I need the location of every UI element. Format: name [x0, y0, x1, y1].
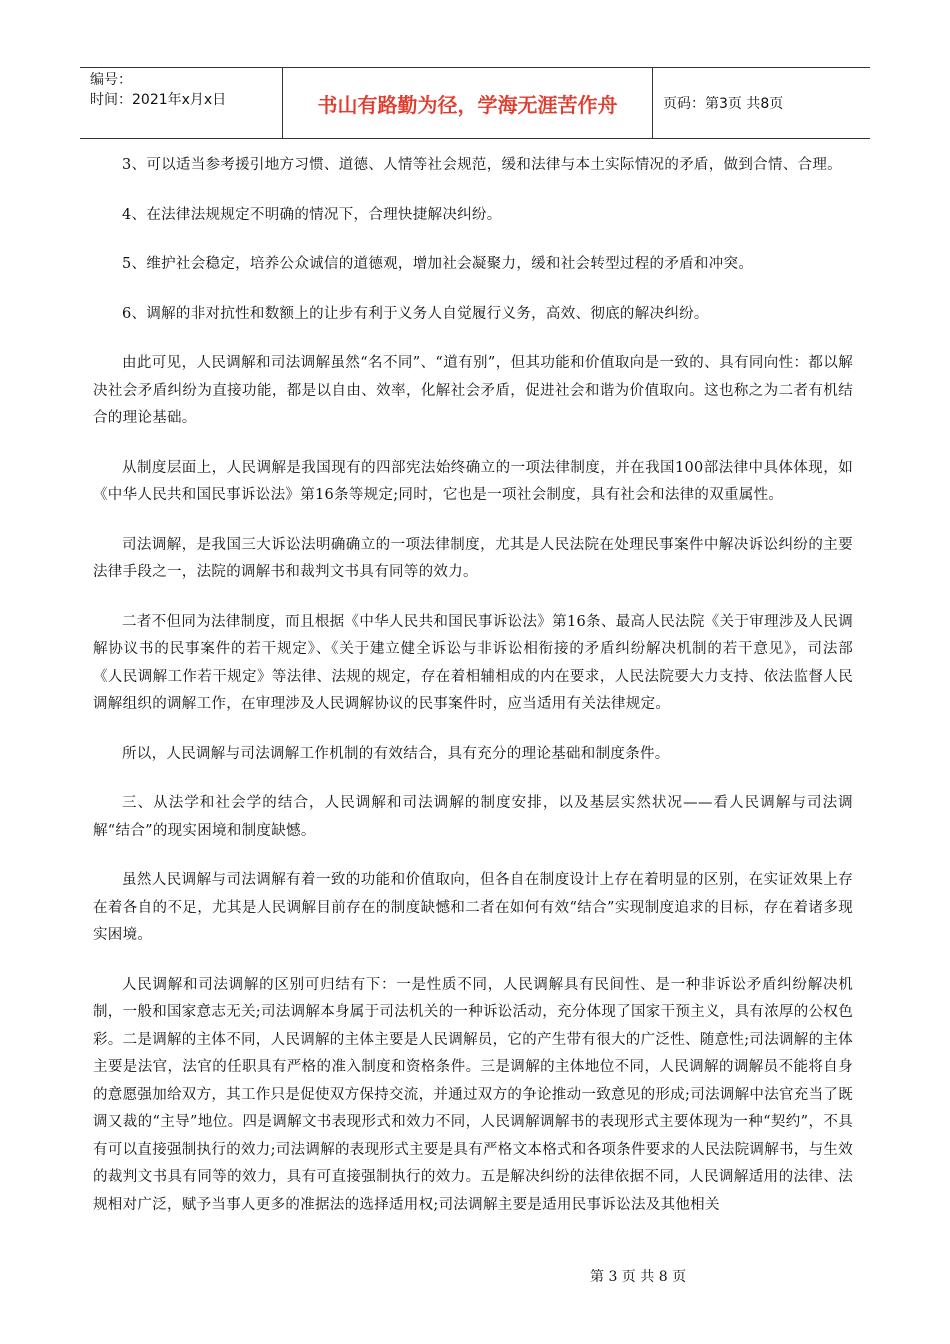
- header-meta: [80, 68, 283, 138]
- paragraph: 由此可见，人民调解和司法调解虽然“名不同”、“道有别”，但其功能和价值取向是一致的、具有同向性：都以解决社会矛盾纠纷为直接功能，都是以自由、效率，化解社会矛盾，促进社会和谐为价值取向。这也称之为二者有机结合的理论基础。: [93, 355, 853, 426]
- header-motto: 书山有路勤为径，学海无涯苦作舟: [283, 68, 653, 138]
- paragraph: 三、从法学和社会学的结合，人民调解和司法调解的制度安排，以及基层实然状况——看人民调解与司法调解“结合”的现实困境和制度缺憾。: [93, 795, 853, 839]
- document-body: [93, 152, 853, 1241]
- document-time-label: 时间：2021年x月x日: [90, 92, 227, 108]
- paragraph: 人民调解和司法调解的区别可归结有下：一是性质不同，人民调解具有民间性、是一种非诉讼矛盾纠纷解决机制，一般和国家意志无关;司法调解本身属于司法机关的一种诉讼活动，充分体现了国家干预主义，具有浓厚的公权色彩。二是调解的主体不同，人民调解的主体主要是人民调解员，它的产生带有很大的广泛性、随意性;司法调解的主体主要是法官，法官的任职具有严格的准入制度和资格条件。三是调解的主体地位不同，人民调解的调解员不能将自身的意愿强加给双方，其工作只是促使双方保持交流，并通过双方的争论推动一致意见的形成;司法调解中法官充当了既调又裁的“主导”地位。四是调解文书表现形式和效力不同，人民调解调解书的表现形式主要体现为一种“契约”，不具有可以直接强制执行的效力;司法调解的表现形式主要是具有严格文本格式和各项条件要求的人民法院调解书，与生效的裁判文书具有同等的效力，具有可直接强制执行的效力。五是解决纠纷的法律依据不同，人民调解适用的法律、法规相对广泛，赋予当事人更多的准据法的选择适用权;司法调解主要是适用民事诉讼法及其他相关: [93, 976, 853, 1213]
- paragraph: 从制度层面上，人民调解是我国现有的四部宪法始终确立的一项法律制度，并在我国100部法律中具体体现，如《中华人民共和国民事诉讼法》第16条等规定;同时，它也是一项社会制度，具有社会和法律的双重属性。: [93, 459, 853, 503]
- paragraph: 5、维护社会稳定，培养公众诚信的道德观，增加社会凝聚力，缓和社会转型过程的矛盾和冲突。: [122, 256, 754, 272]
- paragraph: 虽然人民调解与司法调解有着一致的功能和价值取向，但各自在制度设计上存在着明显的区别，在实证效果上存在着各自的不足，尤其是人民调解目前存在的制度缺憾和二者在如何有效“结合”实现制度追求的目标，存在着诸多现实困境。: [93, 872, 853, 943]
- document-number-label: 编号：: [90, 72, 132, 88]
- paragraph: 3、可以适当参考援引地方习惯、道德、人情等社会规范，缓和法律与本土实际情况的矛盾，做到合情、合理。: [122, 157, 842, 173]
- page-header: [80, 67, 870, 139]
- header-page-info: 页码：第3页 共8页: [663, 96, 784, 112]
- paragraph: 二者不但同为法律制度，而且根据《中华人民共和国民事诉讼法》第16条、最高人民法院《关于审理涉及人民调解协议书的民事案件的若干规定》、《关于建立健全诉讼与非诉讼相衔接的矛盾纠纷解决机制的若干意见》，司法部《人民调解工作若干规定》等法律、法规的规定，存在着相辅相成的内在要求，人民法院要大力支持、依法监督人民调解组织的调解工作，在审理涉及人民调解协议的民事案件时，应当适用有关法律规定。: [93, 613, 853, 712]
- paragraph: 司法调解，是我国三大诉讼法明确确立的一项法律制度，尤其是人民法院在处理民事案件中解决诉讼纠纷的主要法律手段之一，法院的调解书和裁判文书具有同等的效力。: [93, 536, 853, 580]
- paragraph: 6、调解的非对抗性和数额上的让步有利于义务人自觉履行义务，高效、彻底的解决纠纷。: [122, 305, 709, 322]
- page-footer: 第 3 页 共 8 页: [590, 1269, 687, 1285]
- paragraph: 4、在法律法规规定不明确的情况下，合理快捷解决纠纷。: [122, 206, 502, 223]
- paragraph: 所以，人民调解与司法调解工作机制的有效结合，具有充分的理论基础和制度条件。: [122, 745, 670, 762]
